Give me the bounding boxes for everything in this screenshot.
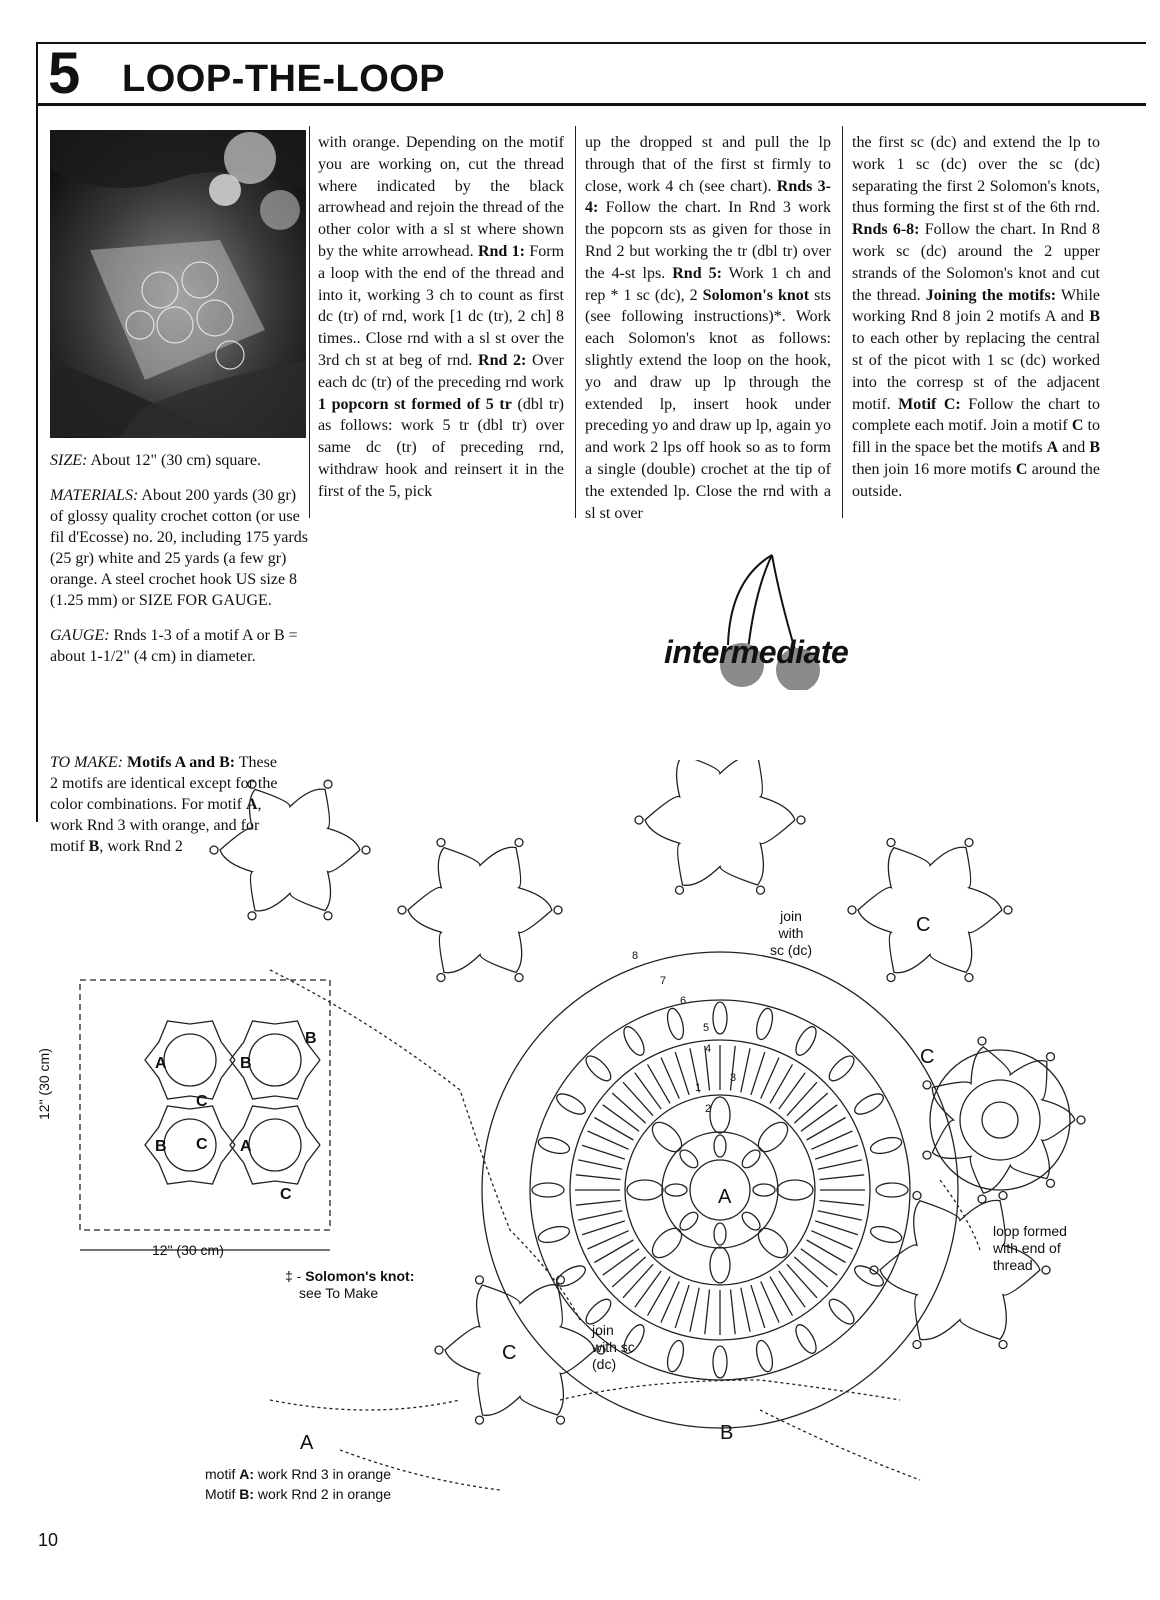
instructions-column-1: with orange. Depending on the motif you are working on, cut the thread where indicated by the black arrowhead and rejoin the thread of the other color with a sl st where shown by the white arrowhead. Rnd 1: Form a loop with the end of the thread and into it, working 3 ch to count as first dc (tr) of rnd, work [1 dc (tr), 2 ch] 8 times.. Close rnd with a sl st over the 3rd ch st at beg of rnd. Rnd 2: Over each dc (tr) of the preceding rnd work 1 popcorn st formed of 5 tr (dbl tr) as follows: work 5 tr (dbl tr) over same dc (tr) of preceding rnd, withdraw hook and reinsert it in the first of the 5, pick: [318, 134, 565, 500]
header-rule-top: [36, 42, 1146, 44]
round-number: 3: [730, 1072, 737, 1084]
stitch-line: [635, 1271, 661, 1307]
stitch-mark: [620, 1024, 648, 1059]
difficulty-label: intermediate: [664, 634, 849, 670]
stitch-line: [779, 1271, 805, 1307]
picot-mark: [557, 1416, 565, 1424]
picot-mark: [248, 912, 256, 920]
join-note-bottom: join with sc (dc): [592, 1322, 635, 1372]
picot-mark: [1004, 906, 1012, 914]
column-separator: [575, 126, 576, 518]
round-number: 1: [695, 1082, 702, 1094]
layout-motif-label: B: [155, 1138, 167, 1155]
page-number: 10: [38, 1530, 59, 1550]
materials-paragraph: [50, 485, 308, 611]
stitch-mark: [869, 1135, 904, 1157]
stitch-mark: [852, 1262, 887, 1290]
layout-motif-label: B: [240, 1055, 252, 1072]
popcorn-stitch-mark: [710, 1097, 730, 1133]
popcorn-stitch-mark: [714, 1223, 726, 1245]
column-separator: [842, 126, 843, 518]
popcorn-stitch-mark: [753, 1184, 775, 1196]
loop-note: loop formed with end of thread: [993, 1223, 1067, 1273]
to-make-heading: Motifs A and B:: [127, 754, 236, 771]
stitch-line: [705, 1290, 710, 1335]
stitch-mark: [792, 1024, 820, 1059]
stitch-mark: [532, 1183, 564, 1197]
picot-mark: [437, 974, 445, 982]
layout-motif-label: C: [196, 1136, 208, 1153]
popcorn-stitch-mark: [677, 1147, 701, 1171]
popcorn-stitch-mark: [739, 1147, 763, 1171]
picot-mark: [923, 1151, 931, 1159]
project-photo: [50, 130, 306, 438]
solomon-legend-text: see To Make: [299, 1285, 379, 1301]
picot-mark: [1047, 1053, 1055, 1061]
stitch-line: [612, 1093, 646, 1123]
round-number: 8: [632, 950, 639, 962]
stitch-line: [741, 1048, 750, 1092]
picot-mark: [797, 816, 805, 824]
stitch-line: [779, 1073, 805, 1109]
picot-mark: [913, 1341, 921, 1349]
motif-a-label: A: [300, 1432, 314, 1454]
picot-mark: [848, 906, 856, 914]
picot-mark: [676, 886, 684, 894]
picot-mark: [978, 1195, 986, 1203]
stitch-mark: [825, 1052, 858, 1085]
picot-mark: [999, 1192, 1007, 1200]
picot-mark: [554, 906, 562, 914]
picot-mark: [398, 906, 406, 914]
picot-mark: [913, 1192, 921, 1200]
chain-strand: [940, 1180, 980, 1250]
picot-mark: [978, 1037, 986, 1045]
note-motif-b: Motif B: work Rnd 2 in orange: [205, 1486, 391, 1502]
stitch-line: [675, 1285, 689, 1328]
stitch-line: [675, 1052, 689, 1095]
layout-motif-inner: [249, 1119, 301, 1171]
motif-c-outline: [858, 847, 1002, 972]
motif-c-label: C: [502, 1342, 517, 1364]
round-number: 6: [680, 995, 687, 1007]
note-motif-a: motif A: work Rnd 3 in orange: [205, 1466, 391, 1482]
dimension-vertical: 12" (30 cm): [36, 1048, 52, 1120]
gauge-label: GAUGE:: [50, 627, 110, 644]
to-make-text-1: These 2 motifs are identical except for the color combinations. For motif: [50, 754, 278, 813]
materials-text: About 200 yards (30 gr) of glossy quality crochet cotton (or use fil d'Ecosse) no. 20, including 175 yards (25 gr) white and 25 yards (a few gr) orange. A steel crochet hook US size 8 (1.25 mm) or SIZE FOR GAUGE.: [50, 487, 308, 609]
stitch-line: [801, 1105, 837, 1131]
stitch-line: [741, 1288, 750, 1332]
motif-c-outline: [932, 1047, 1075, 1193]
picot-mark: [757, 886, 765, 894]
picot-mark: [635, 816, 643, 824]
stitch-mark: [876, 1183, 908, 1197]
picot-mark: [324, 912, 332, 920]
layout-motif-label: C: [196, 1093, 208, 1110]
instructions-column-2: up the dropped st and pull the lp through that of the first st firmly to close, work 4 ch (see chart). Rnds 3-4: Follow the chart. In Rnd 3 work the popcorn sts as given for those in Rnd 2 but working the tr (dbl tr) over the 4-st lps. Rnd 5: Work 1 ch and rep * 1 sc (dc), 2 Solomon's knot sts (see following instructions)*. Work each Solomon's knot as follows: slightly extend the loop on the hook, yo and draw up lp through the extended lp, insert hook under preceding yo and draw up lp, again yo and work 2 lps off hook so as to form a single (double) crochet at the tip of the extended lp. Close the rnd with a sl st over: [585, 134, 832, 522]
picot-mark: [476, 1416, 484, 1424]
picot-mark: [515, 974, 523, 982]
stitch-line: [794, 1257, 828, 1287]
stitch-line: [582, 1221, 625, 1235]
stitch-mark: [713, 1002, 727, 1034]
layout-motif-label: A: [240, 1138, 252, 1155]
size-paragraph: [50, 450, 308, 471]
round-number: 2: [705, 1103, 712, 1115]
popcorn-stitch-mark: [777, 1180, 813, 1200]
join-note-top: join with sc (dc): [770, 908, 812, 958]
gauge-text: Rnds 1-3 of a motif A or B = about 1-1/2" (4 cm) in diameter.: [50, 627, 298, 665]
stitch-line: [603, 1105, 639, 1131]
solomon-legend: ‡ - Solomon's knot: see To Make: [285, 1268, 415, 1301]
stitch-line: [582, 1145, 625, 1159]
stitch-mark: [554, 1090, 589, 1118]
stitch-mark: [582, 1052, 615, 1085]
header-rule-left: [36, 42, 38, 822]
left-info-column: [50, 450, 308, 681]
to-make-label: TO MAKE:: [50, 754, 124, 771]
layout-motif-label: B: [305, 1030, 317, 1047]
stitch-line: [801, 1249, 837, 1275]
popcorn-stitch-mark: [739, 1209, 763, 1233]
round-number: 4: [705, 1043, 712, 1055]
picot-mark: [437, 839, 445, 847]
stitch-line: [635, 1073, 661, 1109]
stitch-line: [751, 1052, 765, 1095]
picot-mark: [887, 839, 895, 847]
to-make-motif-b: B: [88, 838, 100, 855]
picot-mark: [435, 1346, 443, 1354]
round-number: 7: [660, 975, 667, 987]
stitch-line: [576, 1175, 621, 1180]
picot-mark: [210, 846, 218, 854]
picot-mark: [923, 1081, 931, 1089]
stitch-mark: [852, 1090, 887, 1118]
motif-round-circle: [960, 1080, 1040, 1160]
motif-c-outline: [408, 847, 552, 972]
stitch-mark: [869, 1224, 904, 1246]
motif-a-center-label: A: [718, 1186, 732, 1208]
size-text: About 12" (30 cm) square.: [90, 452, 261, 469]
picot-mark: [999, 1341, 1007, 1349]
layout-motif-inner: [164, 1034, 216, 1086]
popcorn-stitch-mark: [714, 1135, 726, 1157]
stitch-mark: [665, 1007, 687, 1042]
motif-c-label: C: [920, 1046, 935, 1068]
picot-mark: [248, 780, 256, 788]
pattern-number: 5: [48, 41, 81, 106]
stitch-mark: [825, 1295, 858, 1328]
solomon-legend-title: Solomon's knot:: [305, 1268, 415, 1284]
layout-motif-inner: [249, 1034, 301, 1086]
motif-c-outline: [645, 760, 795, 885]
stitch-line: [787, 1082, 817, 1116]
instructions-column-3: the first sc (dc) and extend the lp to work 1 sc (dc) over the sc (dc) separating the first 2 Solomon's knots, thus forming the first st of the 6th rnd. Rnds 6-8: Follow the chart. In Rnd 8 work sc (dc) around the 2 upper strands of the Solomon's knot and cut the thread. Joining the motifs: While working Rnd 8 join 2 motifs A and B to each other by replacing the central st of the picot with 1 sc (dc) worked into the corresp st of the adjacent motif. Motif C: Follow the chart to complete each motif. Join a motif C to fill in the space bet the motifs A and B then join 16 more motifs C around the outside.: [852, 134, 1101, 500]
motif-c-label: C: [916, 914, 931, 936]
picot-mark: [1077, 1116, 1085, 1124]
chain-strand: [270, 1400, 460, 1410]
stitch-mark: [754, 1339, 776, 1374]
stitch-line: [690, 1288, 699, 1332]
stitch-line: [731, 1290, 736, 1335]
stitch-mark: [537, 1135, 572, 1157]
chain-strand: [760, 1410, 920, 1480]
stitch-mark: [713, 1346, 727, 1378]
stitch-line: [815, 1145, 858, 1159]
stitch-mark: [754, 1007, 776, 1042]
motif-round-circle: [982, 1102, 1018, 1138]
layout-motif-label: C: [280, 1186, 292, 1203]
layout-motif-inner: [164, 1119, 216, 1171]
motif-c-outline: [445, 1285, 595, 1416]
size-label: SIZE:: [50, 452, 88, 469]
pattern-title: LOOP-THE-LOOP: [122, 58, 446, 100]
gauge-paragraph: [50, 625, 308, 667]
materials-label: MATERIALS:: [50, 487, 139, 504]
stitch-line: [818, 1211, 862, 1220]
stitch-line: [576, 1201, 621, 1206]
picot-mark: [965, 839, 973, 847]
stitch-line: [820, 1175, 865, 1180]
stitch-line: [820, 1201, 865, 1206]
stitch-line: [612, 1257, 646, 1287]
to-make-text-2: , work Rnd 3 with orange, and for motif: [50, 796, 262, 855]
solomon-knot-icon: ‡: [285, 1268, 293, 1284]
popcorn-stitch-mark: [677, 1209, 701, 1233]
to-make-motif-a: A: [245, 796, 258, 813]
stitch-line: [751, 1285, 765, 1328]
picot-mark: [362, 846, 370, 854]
stitch-line: [623, 1264, 653, 1298]
picot-mark: [1047, 1179, 1055, 1187]
popcorn-stitch-mark: [627, 1180, 663, 1200]
picot-mark: [887, 974, 895, 982]
stitch-mark: [792, 1322, 820, 1357]
picot-mark: [476, 1276, 484, 1284]
to-make-text-3: , work Rnd 2: [99, 838, 183, 855]
column-separator: [309, 126, 310, 518]
stitch-line: [623, 1082, 653, 1116]
motif-c-outline: [220, 789, 360, 911]
picot-mark: [515, 839, 523, 847]
stitch-line: [578, 1211, 622, 1220]
dimension-horizontal: 12" (30 cm): [152, 1242, 224, 1258]
popcorn-stitch-mark: [710, 1247, 730, 1283]
stitch-line: [578, 1160, 622, 1169]
stitch-mark: [537, 1224, 572, 1246]
motif-b-label: B: [720, 1422, 734, 1444]
picot-mark: [965, 974, 973, 982]
stitch-line: [794, 1093, 828, 1123]
stitch-mark: [665, 1339, 687, 1374]
stitch-line: [815, 1221, 858, 1235]
stitch-line: [818, 1160, 862, 1169]
stitch-line: [787, 1264, 817, 1298]
picot-mark: [324, 780, 332, 788]
layout-motif-label: A: [155, 1055, 167, 1072]
popcorn-stitch-mark: [665, 1184, 687, 1196]
stitch-line: [603, 1249, 639, 1275]
round-number: 5: [703, 1022, 710, 1034]
